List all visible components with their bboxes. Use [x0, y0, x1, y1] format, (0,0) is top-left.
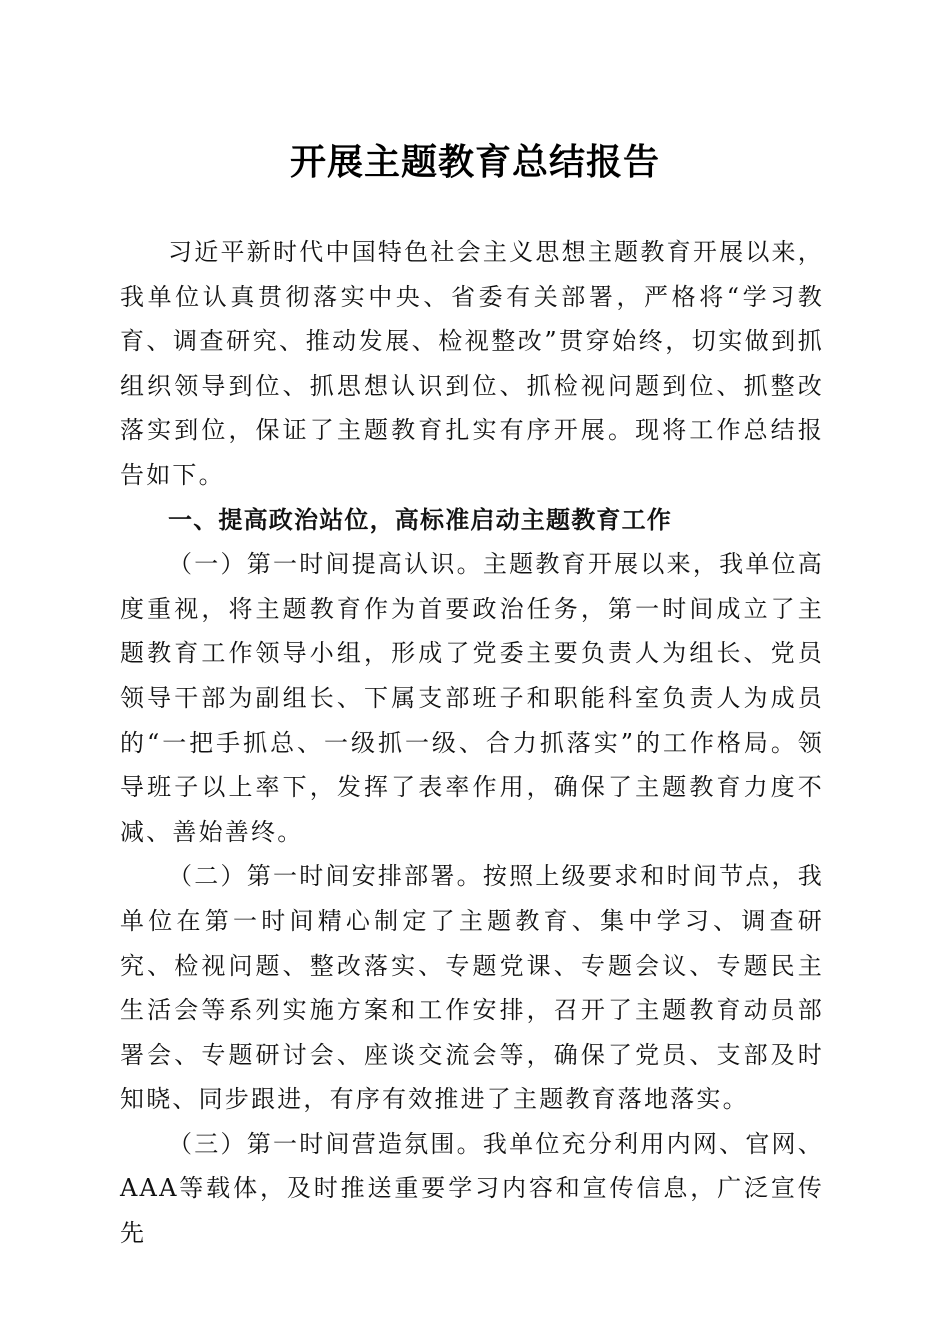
intro-paragraph: 习近平新时代中国特色社会主义思想主题教育开展以来，我单位认真贯彻落实中央、省委有关部署，严格将“学习教育、调查研究、推动发展、检视整改”贯穿始终，切实做到抓组织领导到位、抓思想认识到位、抓检视问题到位、抓整改落实到位，保证了主题教育扎实有序开展。现将工作总结报告如下。 — [120, 238, 824, 489]
item-paragraph-2: （二）第一时间安排部署。按照上级要求和时间节点，我单位在第一时间精心制定了主题教育、集中学习、调查研究、检视问题、整改落实、专题党课、专题会议、专题民主生活会等系列实施方案和工作安排，召开了主题教育动员部署会、专题研讨会、座谈交流会等，确保了党员、支部及时知晓、同步跟进，有序有效推进了主题教育落地落实。 — [120, 862, 824, 1114]
section-heading-1: 一、提高政治站位，高标准启动主题教育工作 — [168, 505, 672, 534]
document-body — [120, 230, 824, 1256]
item-paragraph-3: （三）第一时间营造氛围。我单位充分利用内网、官网、AAA等载体，及时推送重要学习内容和宣传信息，广泛宣传先 — [120, 1129, 824, 1248]
document-title: 开展主题教育总结报告 — [289, 141, 660, 183]
item-paragraph-1: （一）第一时间提高认识。主题教育开展以来，我单位高度重视，将主题教育作为首要政治任务，第一时间成立了主题教育工作领导小组，形成了党委主要负责人为组长、党员领导干部为副组长、下属支部班子和职能科室负责人为成员的“一把手抓总、一级抓一级、合力抓落实”的工作格局。领导班子以上率下，发挥了表率作用，确保了主题教育力度不减、善始善终。 — [120, 550, 824, 846]
